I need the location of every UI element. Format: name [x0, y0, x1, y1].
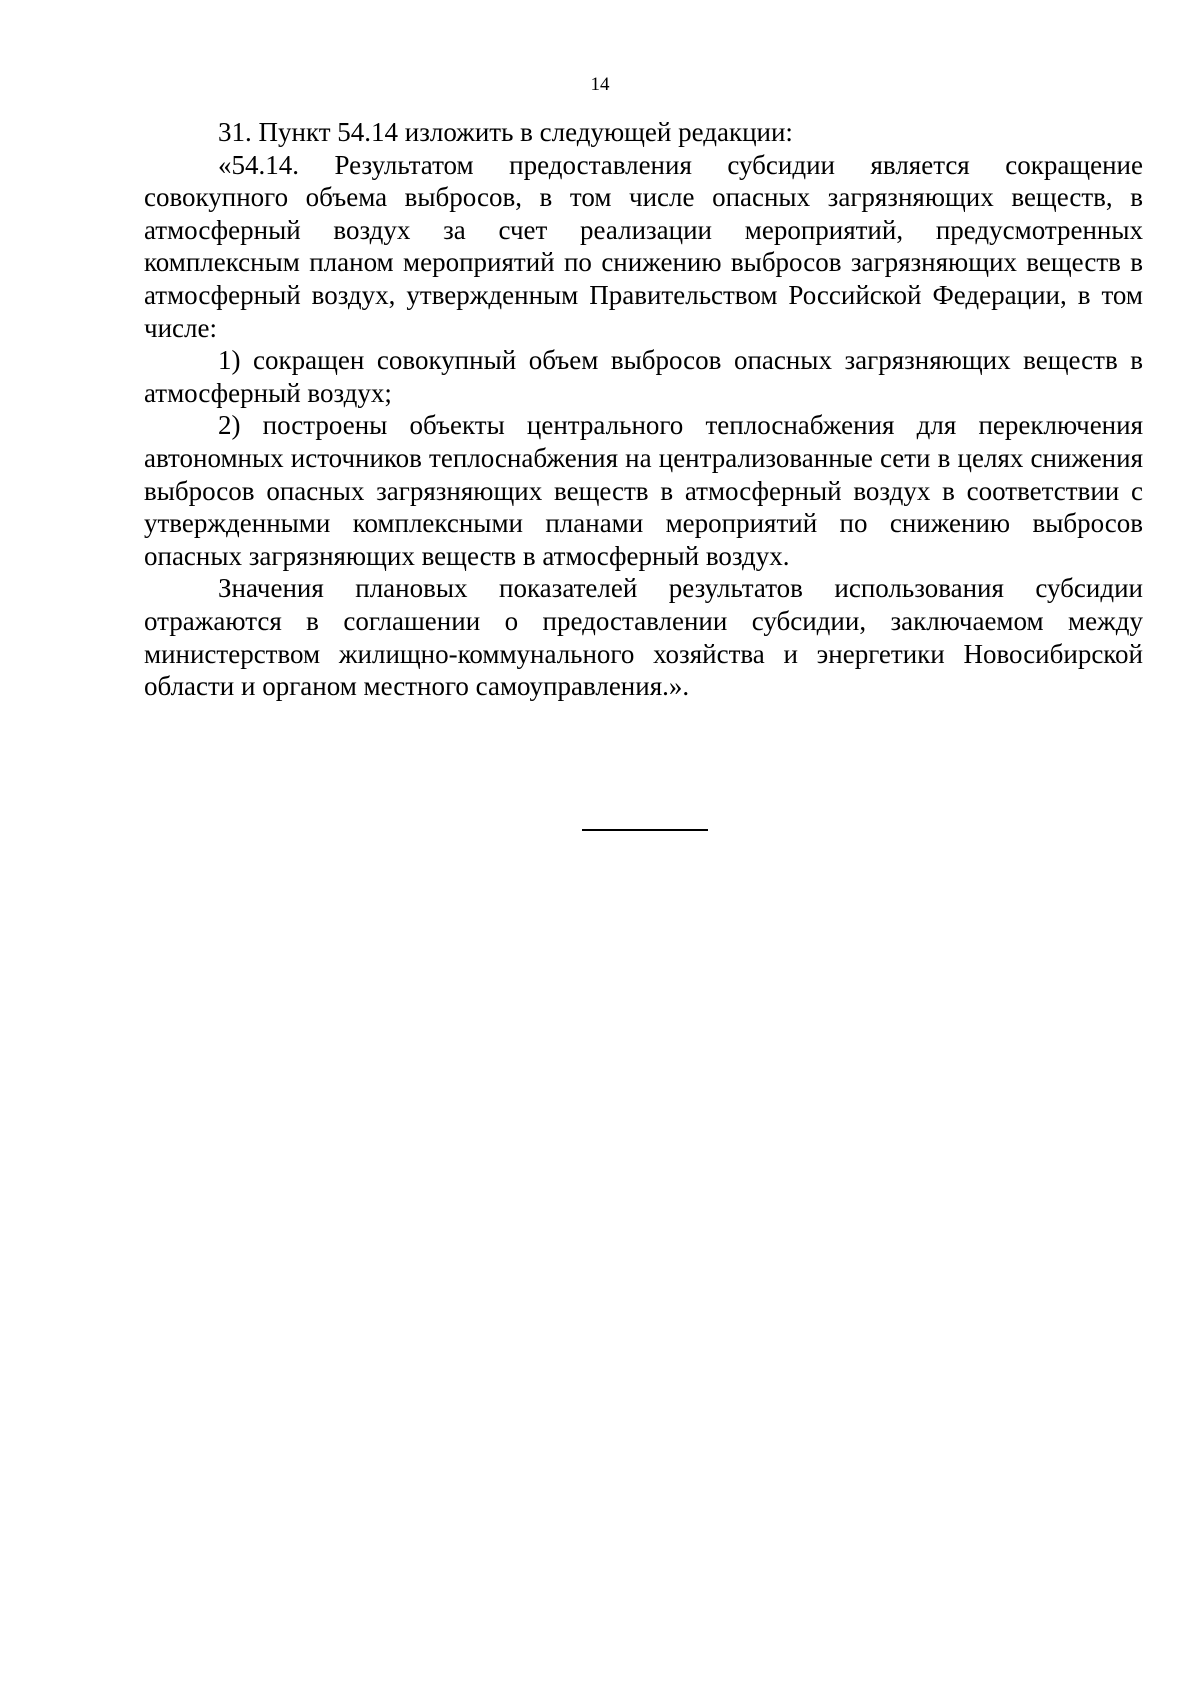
- document-body: [144, 116, 1143, 703]
- paragraph-item-2: 2) построены объекты центрального теплоснабжения для переключения автономных источников теплоснабжения на централизованные сети в целях снижения выбросов опасных загрязняющих веществ в атмосферный воздух в соответствии с утвержденными комплексными планами мероприятий по снижению выбросов опасных загрязняющих веществ в атмосферный воздух.: [144, 410, 1143, 571]
- page-number: 14: [590, 74, 610, 95]
- paragraph-amendment-intro: 31. Пункт 54.14 изложить в следующей редакции:: [218, 117, 793, 147]
- paragraph-clause-54-14: «54.14. Результатом предоставления субсидии является сокращение совокупного объема выбросов, в том числе опасных загрязняющих веществ, в атмосферный воздух за счет реализации мероприятий, предусмотренных комплексным планом мероприятий по снижению выбросов загрязняющих веществ в атмосферный воздух, утвержденным Правительством Российской Федерации, в том числе:: [144, 149, 1143, 343]
- end-separator-line: [582, 829, 708, 831]
- paragraph-planned-indicators: Значения плановых показателей результатов использования субсидии отражаются в соглашении о предоставлении субсидии, заключаемом между министерством жилищно-коммунального хозяйства и энергетики Новосибирской области и органом местного самоуправления.».: [144, 573, 1143, 702]
- paragraph-item-1: 1) сокращен совокупный объем выбросов опасных загрязняющих веществ в атмосферный воздух;: [144, 345, 1143, 408]
